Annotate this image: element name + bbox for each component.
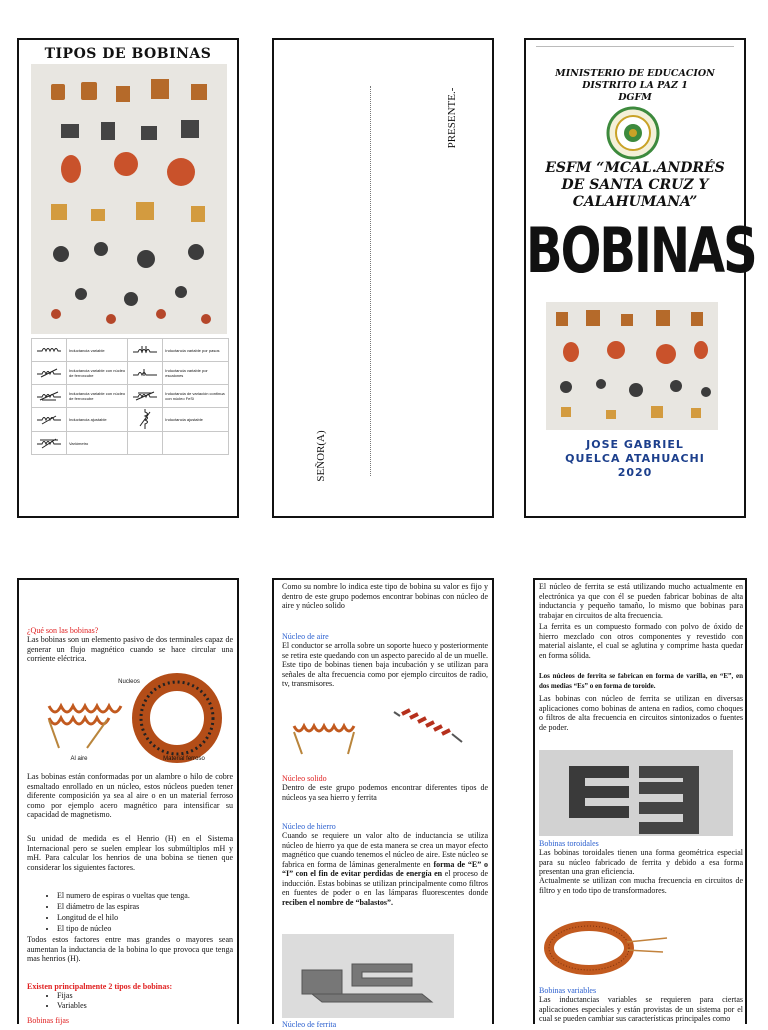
variable-coils-heading: Bobinas variables bbox=[539, 986, 597, 995]
ministry-line-2: DISTRITO LA PAZ 1 bbox=[582, 80, 688, 91]
ministry-line-3: DGFM bbox=[618, 92, 652, 103]
inductors-collection-photo bbox=[31, 64, 227, 334]
solid-core-paragraph: Dentro de este grupo podemos encontrar diferentes tipos de núcleos ya sea hierro y ferrita bbox=[282, 783, 488, 802]
symbol-label: Inductancia variable con núcleo de ferroxcube bbox=[67, 385, 128, 408]
air-coils-illustration bbox=[282, 704, 488, 766]
fixed-coils-heading: Bobinas fijas bbox=[27, 1016, 69, 1025]
types-list bbox=[27, 991, 257, 1011]
author-first-name: JOSE GABRIEL bbox=[586, 438, 684, 451]
inductor-symbols-table bbox=[31, 338, 229, 455]
ferrite-paragraph: El núcleo de ferrita se está utilizando mucho actualmente en electrónica ya que con él se pueden fabricar bobinas de alta inductancia y pequeño tamaño, lo mismo que bobinas para trabajar en circuitos de alta frecuencia. bbox=[539, 582, 743, 620]
symbol-label: Variómetro bbox=[67, 432, 128, 455]
iron-core-bold-a: forma de “E” o “I” con el fin de evitar perdidas de energía en bbox=[282, 859, 489, 878]
fixed-coils-paragraph: Como su nombre lo indica este tipo de bobina su valor es fijo y dentro de este grupo podemos encontrar bobinas con núcleo de aire y núcleo solido bbox=[282, 582, 488, 610]
ministry-line-1: MINISTERIO DE EDUCACION bbox=[555, 68, 715, 79]
inductor-symbol-icon bbox=[128, 408, 163, 432]
panel-bobinas-fijas bbox=[272, 578, 494, 1029]
inductor-symbol-icon bbox=[32, 432, 67, 455]
panel-ferrita bbox=[533, 578, 747, 1024]
intro-paragraph: Las bobinas son un elemento pasivo de dos terminales capaz de generar un flujo magnético cuando se hace circular una corriente eléctrica. bbox=[27, 635, 233, 663]
school-name-line-3: CALAHUMANA” bbox=[572, 194, 698, 210]
air-coils-art bbox=[282, 704, 488, 766]
ferrite-composition-paragraph: La ferrita es un compuesto formado con polvo de óxido de hierro mezclado con otros componentes y revestido con material aislante, el cual se aglutina y comprime hasta quedar en forma sólida. bbox=[539, 622, 743, 660]
address-dotted-line bbox=[370, 86, 371, 476]
toroidal-paragraph: Las bobinas toroidales tienen una forma geométrica especial para su núcleo fabricado de ferrita y debido a esa forma presentan una gran eficiencia. bbox=[539, 848, 743, 876]
inductor-symbol-icon bbox=[128, 385, 163, 408]
ferrous-core-caption: Material ferroso bbox=[163, 756, 205, 762]
author-last-name: QUELCA ATAHUACHI bbox=[565, 452, 705, 465]
cover-title: BOBINAS bbox=[526, 215, 756, 288]
cores-title: Nucleos bbox=[118, 679, 140, 685]
symbols-row bbox=[32, 432, 229, 455]
question-heading: ¿Qué son las bobinas? bbox=[27, 626, 99, 635]
cover-inductors-photo bbox=[546, 302, 718, 430]
list-item: • El numero de espiras o vueltas que tenga. bbox=[57, 890, 257, 901]
school-name bbox=[526, 160, 744, 211]
list-item: • Fijas bbox=[57, 991, 257, 1001]
symbol-label bbox=[163, 432, 229, 455]
unit-paragraph: Su unidad de medida es el Henrio (H) en el Sistema Internacional pero se suelen emplear los submúltiplos mH y mH. Para calcular los henrios de una bobina se tienen que considerar los siguientes factores. bbox=[27, 834, 233, 872]
toroid-coil-illustration bbox=[539, 918, 679, 978]
air-core-paragraph: El conductor se arrolla sobre un soporte hueco y posteriormente se retira este quedando con un aspecto parecido al de un muelle. Este tipo de bobinas tienen baja incubación y se utilizan para señales de alta frecuencia como por ejemplo circuitos de radio, tv, transmisores. bbox=[282, 641, 488, 688]
list-item: • El tipo de núcleo bbox=[57, 923, 257, 934]
iron-laminations-photo bbox=[282, 934, 454, 1018]
composition-paragraph: Las bobinas están conformadas por un alambre o hilo de cobre esmaltado enrollado en un núcleo, estos núcleos pueden tener diferente composición ya sea al aire o en un material ferroso como por ejemplo acero magnético para intensificar su capacidad de magnetismo. bbox=[27, 772, 233, 819]
air-core-caption: Al aire bbox=[70, 756, 88, 762]
solid-core-heading: Núcleo solido bbox=[282, 774, 327, 783]
inductors-photo-art bbox=[31, 64, 227, 334]
symbol-label: Inductancia variable bbox=[67, 339, 128, 362]
symbol-label: Inductancia variable por escalones bbox=[163, 362, 229, 385]
symbols-row bbox=[32, 339, 229, 362]
inductor-symbol-icon bbox=[32, 339, 67, 362]
iron-laminations-art bbox=[282, 934, 454, 1018]
symbols-row bbox=[32, 385, 229, 408]
ferrite-e-cores-art bbox=[539, 750, 733, 836]
panel-tipos-de-bobinas bbox=[17, 38, 239, 518]
symbol-label: Inductancia ajustable bbox=[163, 408, 229, 432]
senor-label: SEÑOR(A) bbox=[315, 430, 327, 482]
inductor-symbol-icon bbox=[32, 385, 67, 408]
toroidal-usage-paragraph: Actualmente se utilizan con mucha frecuencia en circuitos de filtro y en todo tipo de transformadores. bbox=[539, 876, 743, 895]
author-block bbox=[526, 438, 744, 480]
school-seal-icon bbox=[606, 106, 660, 160]
panel-cover bbox=[524, 38, 756, 518]
symbols-row bbox=[32, 362, 229, 385]
inductor-symbol-icon bbox=[128, 339, 163, 362]
variable-coils-paragraph: Las inductancias variables se requieren para ciertas aplicaciones especiales y están provistas de un sistema por el cual se pueden cambiar sus características principales como bbox=[539, 995, 743, 1023]
list-item: • Variables bbox=[57, 1001, 257, 1011]
school-name-line-1: ESFM “MCAL.ANDRÉS bbox=[545, 160, 725, 176]
iron-core-paragraph bbox=[282, 831, 488, 907]
ferrite-applications-paragraph: Las bobinas con núcleo de ferrita se utilizan en diversas aplicaciones como bobinas de antena en radios, como choques o filtros de alta frecuencia en circuitos sintonizados o fuentes de poder. bbox=[539, 694, 743, 732]
panel-title: TIPOS DE BOBINAS bbox=[44, 46, 212, 62]
list-item: • El diámetro de las espiras bbox=[57, 901, 257, 912]
iron-core-bold-b: reciben el nombre de “balastos”. bbox=[282, 897, 394, 907]
empty-symbol-cell bbox=[128, 432, 163, 455]
toroid-coil-art bbox=[539, 918, 679, 978]
inductor-symbol-icon bbox=[128, 362, 163, 385]
symbols-row bbox=[32, 408, 229, 432]
air-core-heading: Núcleo de aire bbox=[282, 632, 329, 641]
iron-core-text-b: el proceso de inducción. Estas bobinas se utilizan principalmente como filtros en fuentes de poder o en las lámparas fluorescentes donde bbox=[282, 869, 489, 897]
panel-que-son bbox=[17, 578, 239, 1024]
factors-conclusion: Todos estos factores entre mas grandes o mayores sean aumentan la inductancia de la bobina lo que provoca que tenga mas henrios (H). bbox=[27, 935, 233, 963]
ferrite-core-heading: Núcleo de ferrita bbox=[282, 1020, 337, 1029]
panel-address bbox=[272, 38, 494, 518]
iron-core-text-a: Cuando se requiere un valor alto de inductancia se utiliza núcleo de hierro ya que de esta manera se crea un mayor efecto magnético que cuando tenemos el núcleo de aire. Este núcleo se fabrica en forma de láminas generalmente en bbox=[282, 831, 488, 869]
symbol-label: Inductancia variable por pasos bbox=[163, 339, 229, 362]
cover-top-rule bbox=[536, 46, 734, 47]
presente-label: PRESENTE.- bbox=[446, 87, 458, 149]
ferrite-shapes-paragraph: Los núcleos de ferrita se fabrican en forma de varilla, en “E”, en dos medias “Es” o en forma de toroide. bbox=[539, 672, 743, 690]
year: 2020 bbox=[617, 466, 653, 479]
inductor-symbol-icon bbox=[32, 362, 67, 385]
iron-core-heading: Núcleo de hierro bbox=[282, 822, 336, 831]
symbol-label: Inductancia ajustable bbox=[67, 408, 128, 432]
list-item: • Longitud de el hilo bbox=[57, 912, 257, 923]
toroidal-heading: Bobinas toroidales bbox=[539, 839, 599, 848]
inductor-symbol-icon bbox=[32, 408, 67, 432]
factors-list bbox=[27, 890, 257, 934]
symbol-label: Inductancia variable con núcleo de ferroxcube bbox=[67, 362, 128, 385]
cover-photo-art bbox=[546, 302, 718, 430]
ferrite-e-cores-photo bbox=[539, 750, 733, 836]
symbol-label: Inductancia de variación continua con núcleo FeSi bbox=[163, 385, 229, 408]
school-name-line-2: DE SANTA CRUZ Y bbox=[561, 177, 709, 193]
types-heading: Existen principalmente 2 tipos de bobinas: bbox=[27, 982, 173, 991]
